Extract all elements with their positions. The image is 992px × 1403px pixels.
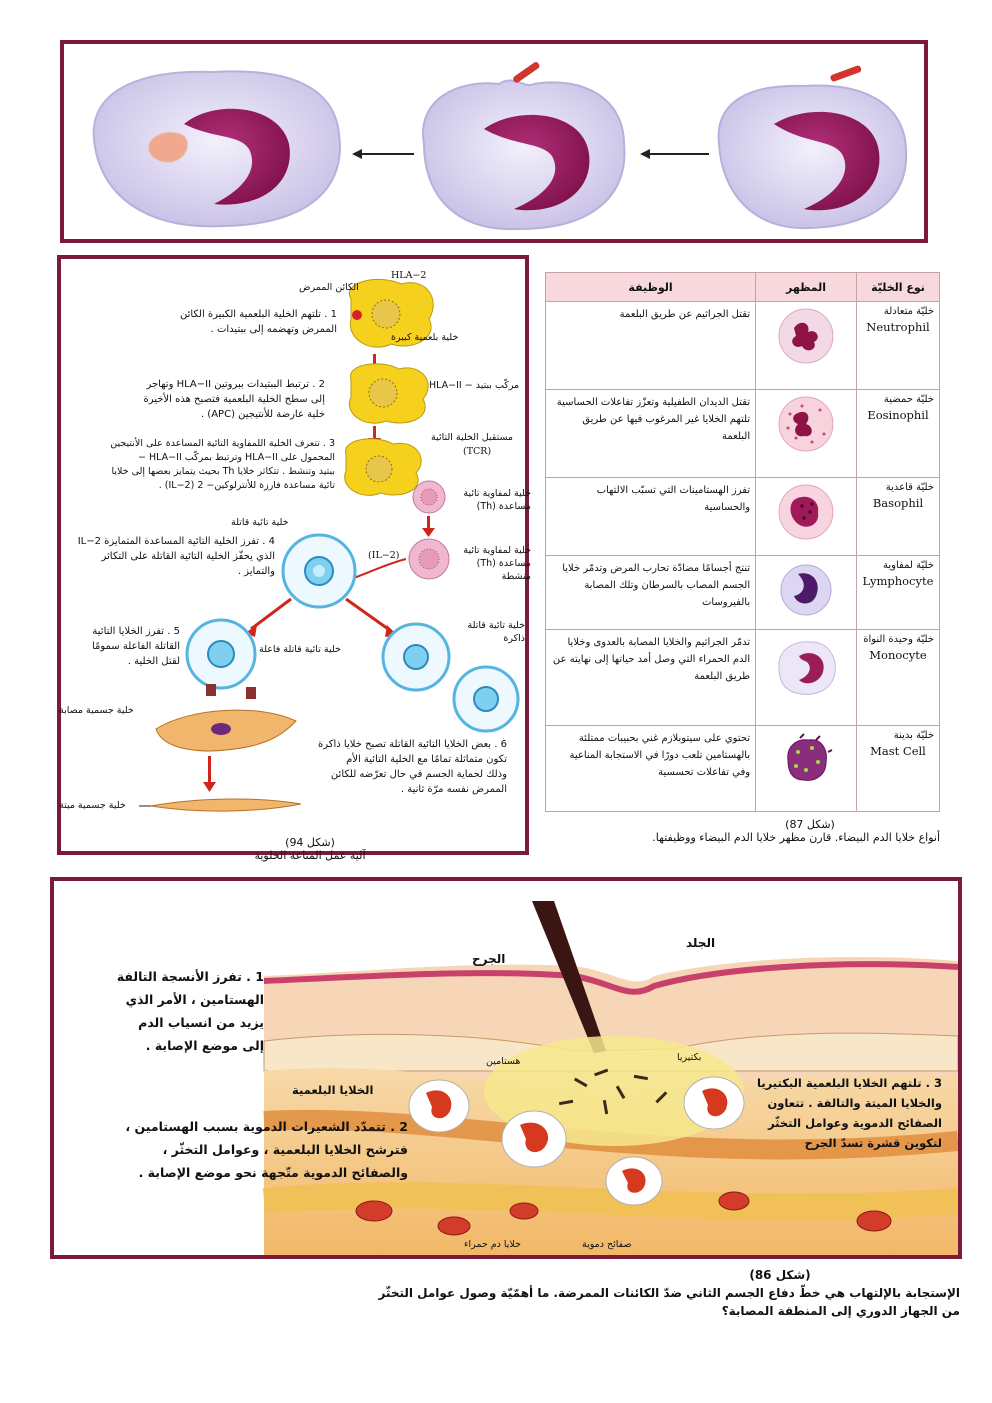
mast-cell-image: [756, 726, 857, 812]
immunity-step-6: 6 . بعض الخلايا التائية القاتلة تصبح خلايا ذاكرة تكون متماثلة تمامًا مع الخلية التائية الأم وذلك لحماية الجسم في حال تعرّضه للكائن الممرض نفسه مرّة ثانية .: [317, 739, 507, 795]
bacteria-label: بكتيريا: [677, 1052, 702, 1063]
cell-type: خليّة حمضية Eosinophil: [856, 390, 939, 478]
type-header: نوع الخليّة: [856, 273, 939, 302]
memory-killer-label: خلية تائية قاتلة ذاكرة: [467, 620, 525, 644]
figure-87-caption: (شكل 87) أنواع خلايا الدم البيضاء. قارن مظهر خلايا الدم البيضاء ووظيفتها.: [652, 818, 940, 844]
table-row: [546, 390, 940, 478]
th-cell-label: خلية لمفاوية تائية مساعدة (Th): [463, 488, 531, 512]
rbc-label: خلايا دم حمراء: [464, 1239, 521, 1250]
inflammation-panel: [50, 877, 962, 1259]
neutrophil-image: [756, 302, 857, 390]
table-row: [546, 630, 940, 726]
platelets-label: صفائح دموية: [582, 1239, 632, 1250]
monocyte-image: [756, 630, 857, 726]
cell-type: خليّة قاعدية Basophil: [856, 478, 939, 556]
killer-cell-label: خلية تائية قاتلة: [231, 517, 289, 528]
macrophage-cell-engulfing: [423, 61, 624, 229]
activated-th-label: خلية لمفاوية تائية مساعدة (Th) منشطة: [463, 545, 531, 582]
pathogen-icon: [352, 310, 362, 320]
immunity-step-5: 5 . تفرز الخلايا التائية القاتلة الفاعلة سمومًا لقتل الخلية .: [91, 626, 180, 667]
macrophage-label: خلية بلعمية كبيرة: [391, 332, 459, 343]
phagocyte-cell-icon: [409, 1080, 469, 1132]
digested-pathogen: [149, 132, 188, 162]
peptide-complex-label: مركّب ببتيد − HLA−II: [429, 380, 520, 391]
cell-type: خليّة بدينة Mast Cell: [856, 726, 939, 812]
arrow-left-icon: [352, 149, 414, 159]
arrow-left-icon: [640, 149, 709, 159]
inflammation-illustration: [54, 881, 958, 1255]
infected-cell-label: خلية جسمية مصابة: [59, 705, 134, 716]
hla2-label: HLA−2: [391, 270, 427, 281]
cell-type: خليّة متعادلة Neutrophil: [856, 302, 939, 390]
figure-86-caption: (شكل 86) الإستجابة بالإلتهاب هي خطّ دفاع الجسم الثاني ضدّ الكائنات الممرضة. ما أهمّيّة وصول عوامل التخثّر من الجهاز الدوري إلى المنطقة المصابة؟: [378, 1268, 960, 1318]
table-row: [546, 726, 940, 812]
cell-function: تنتج أجسامًا مضادّة تحارب المرض وتدمّر خلايا الجسم المصاب بالسرطان وتلك المصابة بالفيروسات: [546, 556, 756, 630]
wound-label: الجرح: [472, 952, 506, 966]
il2-flow-icon: [351, 559, 406, 579]
inflammation-step-2: 2 . تتمدّد الشعيرات الدموية بسبب الهستامين ، فترشح الخلايا البلعمية ، وعوامل التخثّر ، والصفائح الدموية متّجهة نحو موضع الإصابة .: [125, 1119, 408, 1180]
inflammation-step-3: 3 . تلتهم الخلايا البلعمية البكتيريا والخلايا الميتة والتالفة . تتعاون الصفائح الدموية وعوامل التخثّر لتكوين قشرة تسدّ الجرح: [757, 1076, 942, 1150]
immunity-step-2: 2 . ترتبط الببتيدات ببروتين HLA−II وتهاجر إلى سطح الخلية البلعمية فتصبح هذه الأخيرة خلية عارضة للأنتيجين (APC) .: [143, 379, 325, 420]
phagocytes-label: الخلايا البلعمية: [292, 1083, 374, 1097]
immunity-step-4: 4 . تفرز الخلية التائية المساعدة المتمايزة IL−2 الذي يحفّز الخلية التائية القاتلة على التكاثر والتمايز .: [77, 536, 275, 577]
macrophage-cell-approaching: [719, 65, 907, 228]
active-killer-label: خلية تائية قاتلة فاعلة: [259, 644, 341, 655]
cell-function: تقتل الجراثيم عن طريق البلعمة: [546, 302, 756, 390]
phagocyte-cell-icon: [502, 1111, 566, 1167]
dead-cell-label: خلية جسمية ميتة: [59, 800, 126, 811]
cell-type: خليّة لمفاوية Lymphocyte: [856, 556, 939, 630]
immunity-step-1: 1 . تلتهم الخلية البلعمية الكبيرة الكائن الممرض وتهضمه إلى ببتيدات .: [179, 309, 337, 335]
tcr-abbr-label: (TCR): [463, 446, 492, 457]
basophil-image: [756, 478, 857, 556]
table-header-row: [546, 273, 940, 302]
cell-function: تفرز الهستامينات التي تسبّب الالتهاب والحساسية: [546, 478, 756, 556]
table-row: [546, 302, 940, 390]
lymphocyte-image: [756, 556, 857, 630]
cell-function: تدمّر الجراثيم والخلايا المصابة بالعدوى وخلايا الدم الحمراء التي وصل أمد حياتها إلى نهايته عن طريق البلعمة: [546, 630, 756, 726]
immunity-step-3: 3 . تتعرف الخلية اللمفاوية التائية المساعدة على الأنتيجين المحمول على HLA−II وترتبط بمركّب HLA−II − ببتيد وتنشط . تتكاثر خلايا Th بحيث يتمايز بعضها إلى خلايا تائية مساعدة فارزة للأنترلوكين− 2 (IL−2) .: [110, 438, 335, 491]
pathogen-rod: [512, 61, 541, 84]
tcr-label: مستقبل الخلية التائية: [431, 432, 514, 443]
cell-function: تقتل الديدان الطفيلية وتعزّز تفاعلات الحساسية تلتهم الخلايا غير المرغوب فيها عن طريق البلعمة: [546, 390, 756, 478]
table-row: [546, 478, 940, 556]
dead-cell-icon: [151, 799, 301, 811]
cell-type: خليّة وحيدة النواة Monocyte: [856, 630, 939, 726]
table-row: [546, 556, 940, 630]
inflammation-step-1: 1 . تفرز الأنسجة التالفة الهستامين ، الأمر الذي يزيد من انسياب الدم إلى موضع الإصابة .: [116, 969, 264, 1053]
function-header: الوظيفة: [546, 273, 756, 302]
cell-function: تحتوي على سيتوبلازم غني بحبيبات ممتلئة بالهستامين تلعب دورًا في الاستجابة المناعية وفي تفاعلات تحسسية: [546, 726, 756, 812]
skin-label: الجلد: [686, 936, 716, 950]
wbc-types-table: [545, 272, 940, 812]
il2-label: (IL−2): [368, 550, 400, 561]
pathogen-label: الكائن الممرض: [299, 282, 359, 293]
figure-94-caption: (شكل 94) آلية عمل المناعة الخلوية: [254, 836, 366, 862]
histamine-label: هستامين: [486, 1056, 521, 1067]
macrophage-cell-digesting: [94, 71, 340, 226]
phagocyte-cell-icon: [606, 1157, 662, 1205]
eosinophil-image: [756, 390, 857, 478]
cellular-immunity-panel: [57, 255, 529, 855]
phagocytosis-panel: [60, 40, 928, 243]
look-header: المظهر: [756, 273, 857, 302]
pathogen-rod: [830, 65, 862, 83]
phagocytosis-illustration: [64, 44, 924, 239]
